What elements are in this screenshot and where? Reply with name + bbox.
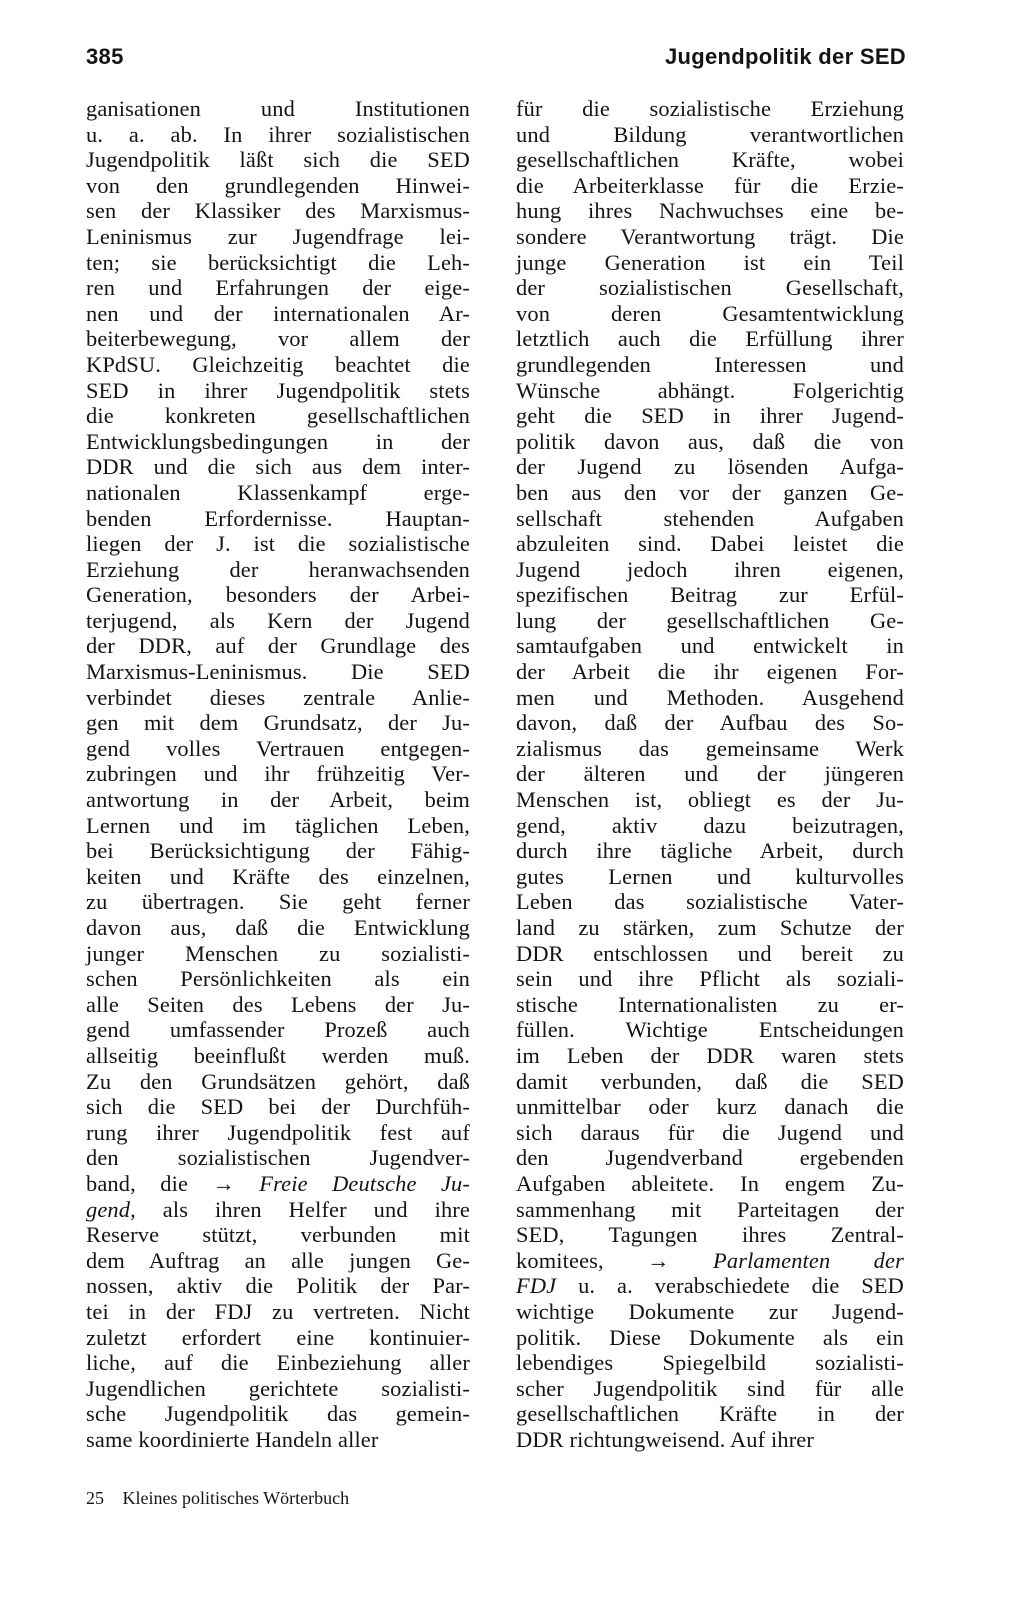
page-number: 385	[86, 44, 124, 69]
text-line: Leben das sozialistische Vater-	[516, 889, 904, 915]
cross-reference: → Parlamenten der	[647, 1247, 904, 1273]
text-line: ren und Erfahrungen der eige-	[86, 275, 470, 301]
text-line: Leninismus zur Jugendfrage lei-	[86, 223, 470, 249]
text-line: gesellschaftlichen Kräfte, wobei	[516, 147, 904, 173]
text-line: Lernen und im täglichen Leben,	[86, 812, 470, 838]
text-line: sein und ihre Pflicht als soziali-	[516, 966, 904, 992]
text-line: letztlich auch die Erfüllung ihrer	[516, 326, 904, 352]
text-line: Jugendlichen gerichtete sozialisti-	[86, 1375, 470, 1401]
text-line: abzuleiten sind. Dabei leistet die	[516, 531, 904, 557]
text-line: DDR entschlossen und bereit zu	[516, 940, 904, 966]
text-line: den sozialistischen Jugendver-	[86, 1145, 470, 1171]
text-line: sondere Verantwortung trägt. Die	[516, 223, 904, 249]
text-line: schen Persönlichkeiten als ein	[86, 966, 470, 992]
text-line: die konkreten gesellschaftlichen	[86, 403, 470, 429]
text-line: geht die SED in ihrer Jugend-	[516, 403, 904, 429]
text-line: alle Seiten des Lebens der Ju-	[86, 991, 470, 1017]
text-line: wichtige Dokumente zur Jugend-	[516, 1298, 904, 1324]
text-line	[86, 1197, 470, 1223]
text-line: keiten und Kräfte des einzelnen,	[86, 863, 470, 889]
page-header	[86, 44, 906, 78]
signature-mark: 25	[86, 1488, 104, 1508]
text-line: Aufgaben ableitete. In engem Zu-	[516, 1170, 904, 1196]
text-line: nossen, aktiv die Politik der Par-	[86, 1273, 470, 1299]
right-text-column	[516, 96, 904, 1452]
text-line: der Jugend zu lösenden Aufga-	[516, 454, 904, 480]
text-line: damit verbunden, daß die SED	[516, 1068, 904, 1094]
text-line: zu übertragen. Sie geht ferner	[86, 889, 470, 915]
cross-reference: FDJ	[516, 1273, 557, 1299]
text-line: liche, auf die Einbeziehung aller	[86, 1350, 470, 1376]
text-line: von den grundlegenden Hinwei-	[86, 172, 470, 198]
text-line: zuletzt erfordert eine kontinuier-	[86, 1324, 470, 1350]
text-line: dem Auftrag an alle jungen Ge-	[86, 1247, 470, 1273]
text-line	[516, 1273, 904, 1299]
text-line: sich daraus für die Jugend und	[516, 1119, 904, 1145]
text-line: sen der Klassiker des Marxismus-	[86, 198, 470, 224]
text-line: gesellschaftlichen Kräfte in der	[516, 1401, 904, 1427]
text-segment: komitees,	[516, 1247, 648, 1273]
text-line: DDR und die sich aus dem inter-	[86, 454, 470, 480]
text-line: Entwicklungsbedingungen in der	[86, 428, 470, 454]
text-line: stische Internationalisten zu er-	[516, 991, 904, 1017]
text-line: sche Jugendpolitik das gemein-	[86, 1401, 470, 1427]
text-line: der älteren und der jüngeren	[516, 761, 904, 787]
book-title: Kleines politisches Wörterbuch	[122, 1488, 350, 1508]
text-line: samtaufgaben und entwickelt in	[516, 633, 904, 659]
text-line: ten; sie berücksichtigt die Leh-	[86, 249, 470, 275]
text-line: beiterbewegung, vor allem der	[86, 326, 470, 352]
text-line: politik. Diese Dokumente als ein	[516, 1324, 904, 1350]
text-line: der DDR, auf der Grundlage des	[86, 633, 470, 659]
text-line: Marxismus-Leninismus. Die SED	[86, 659, 470, 685]
left-text-column	[86, 96, 470, 1452]
text-line: Erziehung der heranwachsenden	[86, 556, 470, 582]
text-line: Jugendpolitik läßt sich die SED	[86, 147, 470, 173]
text-line: füllen. Wichtige Entscheidungen	[516, 1017, 904, 1043]
text-line: nen und der internationalen Ar-	[86, 300, 470, 326]
text-segment: u. a. verabschiedete die SED	[556, 1273, 904, 1299]
text-line: benden Erfordernisse. Hauptan-	[86, 505, 470, 531]
text-line: unmittelbar oder kurz danach die	[516, 1094, 904, 1120]
text-line: Generation, besonders der Arbei-	[86, 582, 470, 608]
text-line: SED in ihrer Jugendpolitik stets	[86, 377, 470, 403]
text-line: gend umfassender Prozeß auch	[86, 1017, 470, 1043]
text-line: ben aus den vor der ganzen Ge-	[516, 479, 904, 505]
text-line: same koordinierte Handeln aller	[86, 1426, 379, 1452]
text-line: davon, daß der Aufbau des So-	[516, 710, 904, 736]
cross-reference: → Freie Deutsche Ju-	[212, 1170, 470, 1196]
text-line: junger Menschen zu sozialisti-	[86, 940, 470, 966]
text-line: gutes Lernen und kulturvolles	[516, 863, 904, 889]
text-line: lung der gesellschaftlichen Ge-	[516, 607, 904, 633]
text-line: den Jugendverband ergebenden	[516, 1145, 904, 1171]
text-line: u. a. ab. In ihrer sozialistischen	[86, 121, 470, 147]
text-line: gend, aktiv dazu beizutragen,	[516, 812, 904, 838]
text-line: rung ihrer Jugendpolitik fest auf	[86, 1119, 470, 1145]
text-line: Menschen ist, obliegt es der Ju-	[516, 787, 904, 813]
text-line: tei in der FDJ zu vertreten. Nicht	[86, 1298, 470, 1324]
text-line: durch ihre tägliche Arbeit, durch	[516, 838, 904, 864]
text-segment: als ihren Helfer und ihre	[135, 1196, 470, 1222]
text-line: allseitig beeinflußt werden muß.	[86, 1042, 470, 1068]
text-line: spezifischen Beitrag zur Erfül-	[516, 582, 904, 608]
text-line: gend volles Vertrauen entgegen-	[86, 735, 470, 761]
text-line: KPdSU. Gleichzeitig beachtet die	[86, 351, 470, 377]
text-line: die Arbeiterklasse für die Erzie-	[516, 172, 904, 198]
text-line: zubringen und ihr frühzeitig Ver-	[86, 761, 470, 787]
text-line: lebendiges Spiegelbild sozialisti-	[516, 1350, 904, 1376]
text-line: DDR richtungweisend. Auf ihrer	[516, 1426, 815, 1452]
text-line: grundlegenden Interessen und	[516, 351, 904, 377]
text-line: und Bildung verantwortlichen	[516, 121, 904, 147]
text-line: SED, Tagungen ihres Zentral-	[516, 1222, 904, 1248]
text-line: terjugend, als Kern der Jugend	[86, 607, 470, 633]
text-line: von deren Gesamtentwicklung	[516, 300, 904, 326]
text-line: liegen der J. ist die sozialistische	[86, 531, 470, 557]
cross-reference: gend,	[86, 1196, 136, 1222]
text-line: men und Methoden. Ausgehend	[516, 684, 904, 710]
text-line: der Arbeit die ihr eigenen For-	[516, 659, 904, 685]
text-line: bei Berücksichtigung der Fähig-	[86, 838, 470, 864]
text-line: zialismus das gemeinsame Werk	[516, 735, 904, 761]
text-line: Reserve stützt, verbunden mit	[86, 1222, 470, 1248]
text-line: gen mit dem Grundsatz, der Ju-	[86, 710, 470, 736]
text-line: für die sozialistische Erziehung	[516, 96, 904, 121]
text-line: politik davon aus, daß die von	[516, 428, 904, 454]
text-line: antwortung in der Arbeit, beim	[86, 787, 470, 813]
text-line: hung ihres Nachwuchses eine be-	[516, 198, 904, 224]
running-head: Jugendpolitik der SED	[665, 44, 906, 69]
text-segment: band, die	[86, 1170, 213, 1196]
text-line: der sozialistischen Gesellschaft,	[516, 275, 904, 301]
text-line: im Leben der DDR waren stets	[516, 1042, 904, 1068]
text-line	[516, 1248, 904, 1274]
text-line: scher Jugendpolitik sind für alle	[516, 1375, 904, 1401]
page-footer	[86, 1488, 349, 1509]
text-line: sammenhang mit Parteitagen der	[516, 1196, 904, 1222]
text-line	[86, 1171, 470, 1197]
text-line: land zu stärken, zum Schutze der	[516, 915, 904, 940]
text-line: Wünsche abhängt. Folgerichtig	[516, 377, 904, 403]
text-line: sich die SED bei der Durchfüh-	[86, 1094, 470, 1120]
text-line: verbindet dieses zentrale Anlie-	[86, 684, 470, 710]
text-line: nationalen Klassenkampf erge-	[86, 479, 470, 505]
text-line: ganisationen und Institutionen	[86, 96, 470, 121]
text-line: Jugend jedoch ihren eigenen,	[516, 556, 904, 582]
text-line: junge Generation ist ein Teil	[516, 249, 904, 275]
text-line: sellschaft stehenden Aufgaben	[516, 505, 904, 531]
text-line: davon aus, daß die Entwicklung	[86, 915, 470, 940]
text-line: Zu den Grundsätzen gehört, daß	[86, 1068, 470, 1094]
